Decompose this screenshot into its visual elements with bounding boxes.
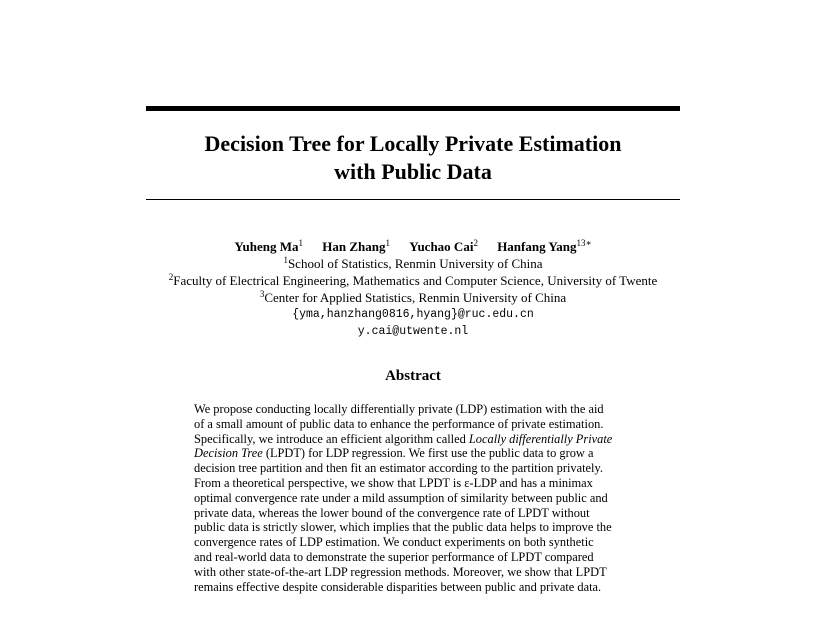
affiliation: $^3$Center for Applied Statistics, Renmin University of China bbox=[259, 289, 567, 305]
abstract-line: Specifically, we introduce an efficient algorithm called Locally differentially Private bbox=[194, 431, 613, 446]
method-name: Decision Tree bbox=[194, 446, 263, 461]
affiliation: $^2$Faculty of Electrical Engineering, Mathematics and Computer Science, University of Twente bbox=[168, 272, 658, 288]
abstract-line: remains effective despite considerable disparities between public and private data. bbox=[194, 579, 602, 594]
author: Yuchao Cai$^2$ bbox=[409, 238, 478, 254]
method-name: Locally differentially Private bbox=[468, 431, 613, 446]
author: Hanfang Yang$^{13∗}$ bbox=[497, 238, 592, 254]
abstract-line: We propose conducting locally differentially private (LDP) estimation with the aid bbox=[194, 402, 604, 416]
author-list bbox=[100, 238, 726, 255]
author-block bbox=[100, 238, 726, 340]
abstract-line: and real-world data to demonstrate the superior performance of LPDT compared bbox=[194, 549, 594, 564]
abstract-line: optimal convergence rate under a mild assumption of similarity between public and bbox=[194, 490, 608, 505]
abstract-heading: Abstract bbox=[385, 368, 441, 384]
abstract-line: decision tree partition and then fit an estimator according to the partition privately. bbox=[194, 461, 603, 476]
author: Han Zhang$^1$ bbox=[322, 238, 390, 254]
abstract-line: with other state-of-the-art LDP regression methods. Moreover, we show that LPDT bbox=[194, 564, 607, 579]
email: {yma,hanzhang0816,hyang}@ruc.edu.cn bbox=[292, 308, 534, 321]
title-top-rule bbox=[146, 106, 680, 111]
paper-title bbox=[146, 130, 680, 186]
abstract-line: of a small amount of public data to enhance the performance of private estimation. bbox=[194, 416, 604, 431]
abstract-line: From a theoretical perspective, we show that LPDT is ε-LDP and has a minimax bbox=[194, 475, 593, 490]
affiliation: $^1$School of Statistics, Renmin University of China bbox=[283, 255, 543, 271]
abstract-body bbox=[194, 402, 644, 594]
title-bottom-rule bbox=[146, 199, 680, 200]
title-line-2: with Public Data bbox=[334, 159, 492, 184]
title-line-1: Decision Tree for Locally Private Estimation bbox=[204, 131, 622, 156]
abstract-line: public data is strictly slower, which implies that the public data helps to improve the bbox=[194, 520, 612, 535]
abstract-line: private data, whereas the lower bound of the convergence rate of LPDT without bbox=[194, 505, 590, 520]
abstract-line: convergence rates of LDP estimation. We conduct experiments on both synthetic bbox=[194, 535, 594, 550]
email: y.cai@utwente.nl bbox=[357, 325, 469, 338]
author: Yuheng Ma$^1$ bbox=[234, 238, 304, 254]
abstract-line: Decision Tree (LPDT) for LDP regression. We first use the public data to grow a bbox=[194, 446, 594, 461]
